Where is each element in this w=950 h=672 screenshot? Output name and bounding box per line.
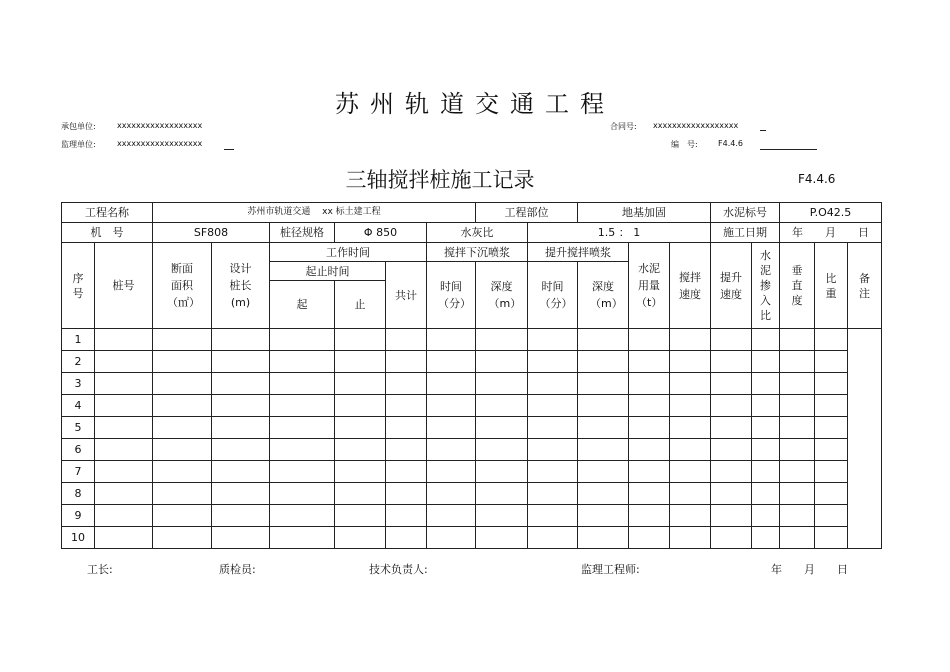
table-cell [629, 505, 670, 527]
table-cell [476, 483, 528, 505]
supervisor-label: 监理单位: [61, 140, 96, 149]
header-cement-amount: 水泥用量（t） [629, 243, 670, 329]
serial-label: 编 号: [671, 140, 698, 149]
table-cell [780, 351, 815, 373]
contract-no-label: 合同号: [610, 122, 637, 131]
table-cell [427, 483, 476, 505]
pile-spec-value: Φ 850 [335, 223, 427, 243]
project-name-label: 工程名称 [62, 203, 153, 223]
table-cell [95, 461, 153, 483]
machine-value: SF808 [153, 223, 270, 243]
table-cell [752, 527, 780, 549]
table-cell [629, 483, 670, 505]
table-cell [270, 395, 335, 417]
table-cell [153, 373, 212, 395]
table-cell [752, 395, 780, 417]
table-cell [670, 483, 711, 505]
table-cell [335, 461, 386, 483]
wc-ratio-value: 1.5 ： 1 [528, 223, 711, 243]
row-number: 7 [62, 461, 95, 483]
table-cell [95, 395, 153, 417]
header-up-depth: 深度（m） [578, 262, 629, 329]
table-cell [386, 461, 427, 483]
table-cell [476, 439, 528, 461]
header-down-spray: 搅拌下沉喷浆 [427, 243, 528, 262]
row-number: 3 [62, 373, 95, 395]
tech-lead-label: 技术负责人: [369, 563, 428, 576]
table-cell [752, 483, 780, 505]
table-cell [212, 483, 270, 505]
document-title: 苏州轨道交通工程 [335, 90, 615, 118]
cement-grade-label: 水泥标号 [711, 203, 780, 223]
inspector-label: 质检员: [219, 563, 256, 576]
table-cell [427, 505, 476, 527]
table-cell [386, 351, 427, 373]
table-cell [670, 461, 711, 483]
header-section-area: 断面面积（㎡） [153, 243, 212, 329]
header-start-end-time: 起止时间 [270, 262, 386, 281]
contract-no-underline [760, 130, 766, 131]
table-cell [476, 351, 528, 373]
table-row [62, 439, 882, 461]
table-cell [153, 527, 212, 549]
serial-value: F4.4.6 [718, 139, 743, 148]
table-cell [711, 439, 752, 461]
table-cell [815, 395, 848, 417]
table-cell [815, 373, 848, 395]
row-number: 4 [62, 395, 95, 417]
form-code: F4.4.6 [798, 172, 836, 186]
table-cell [578, 439, 629, 461]
table-cell [212, 373, 270, 395]
table-cell [212, 395, 270, 417]
serial-underline [760, 149, 817, 150]
table-cell [386, 329, 427, 351]
table-cell [752, 329, 780, 351]
cement-grade-value: P.O42.5 [780, 203, 882, 223]
table-cell [270, 417, 335, 439]
table-cell [270, 351, 335, 373]
table-cell [711, 527, 752, 549]
table-cell [670, 373, 711, 395]
table-cell [427, 527, 476, 549]
table-cell [476, 505, 528, 527]
pile-spec-label: 桩径规格 [270, 223, 335, 243]
header-down-depth: 深度（m） [476, 262, 528, 329]
table-cell [752, 417, 780, 439]
header-up-time: 时间（分） [528, 262, 578, 329]
header-seq: 序号 [62, 243, 95, 329]
table-cell [815, 351, 848, 373]
header-up-spray: 提升搅拌喷浆 [528, 243, 629, 262]
supervisor-value: xxxxxxxxxxxxxxxxxx [117, 139, 203, 148]
table-cell [578, 461, 629, 483]
date-value: 年 月 日 [780, 223, 882, 243]
table-cell [335, 505, 386, 527]
table-cell [670, 439, 711, 461]
table-cell [670, 329, 711, 351]
table-cell [212, 461, 270, 483]
table-cell [578, 373, 629, 395]
table-cell [528, 439, 578, 461]
table-cell [427, 417, 476, 439]
table-cell [335, 395, 386, 417]
header-lift-speed: 提升速度 [711, 243, 752, 329]
table-cell [528, 395, 578, 417]
table-cell [476, 329, 528, 351]
table-cell [780, 395, 815, 417]
table-cell [711, 505, 752, 527]
contractor-value: xxxxxxxxxxxxxxxxxx [117, 121, 203, 130]
table-cell [270, 329, 335, 351]
project-name-value: 苏州市轨道交通 xx 标土建工程 [153, 203, 476, 223]
row-number: 2 [62, 351, 95, 373]
header-design-length: 设计桩长(m) [212, 243, 270, 329]
row-number: 1 [62, 329, 95, 351]
table-cell [815, 329, 848, 351]
table-cell [270, 505, 335, 527]
table-cell [711, 373, 752, 395]
table-cell [153, 351, 212, 373]
table-cell [528, 505, 578, 527]
table-cell [815, 461, 848, 483]
table-cell [386, 505, 427, 527]
machine-label: 机 号 [62, 223, 153, 243]
table-cell [780, 527, 815, 549]
table-cell [270, 439, 335, 461]
table-cell [629, 395, 670, 417]
table-row [62, 483, 882, 505]
table-cell [752, 373, 780, 395]
table-cell [815, 527, 848, 549]
table-cell [578, 417, 629, 439]
header-specific-gravity: 比重 [815, 243, 848, 329]
table-cell [815, 505, 848, 527]
table-row [62, 351, 882, 373]
table-cell [212, 527, 270, 549]
table-cell [476, 373, 528, 395]
table-cell [335, 373, 386, 395]
table-cell [153, 395, 212, 417]
table-cell [711, 351, 752, 373]
table-cell [270, 527, 335, 549]
table-cell [711, 417, 752, 439]
supervising-engineer-label: 监理工程师: [581, 563, 640, 576]
table-row [62, 395, 882, 417]
table-cell [780, 483, 815, 505]
table-cell [95, 527, 153, 549]
table-cell [95, 439, 153, 461]
table-cell [629, 351, 670, 373]
table-cell [670, 351, 711, 373]
table-cell [153, 483, 212, 505]
table-cell [427, 395, 476, 417]
row-number: 5 [62, 417, 95, 439]
table-cell [578, 483, 629, 505]
form-title: 三轴搅拌桩施工记录 [345, 168, 535, 192]
table-cell [711, 461, 752, 483]
table-cell [212, 329, 270, 351]
table-cell [335, 417, 386, 439]
table-cell [427, 439, 476, 461]
table-cell [629, 417, 670, 439]
table-cell [153, 461, 212, 483]
table-row [62, 329, 882, 351]
table-cell [629, 527, 670, 549]
table-cell [476, 527, 528, 549]
table-cell [427, 461, 476, 483]
table-row [62, 461, 882, 483]
table-cell [528, 351, 578, 373]
row-number: 6 [62, 439, 95, 461]
construction-record-table [61, 202, 882, 549]
table-cell [386, 395, 427, 417]
table-cell [578, 395, 629, 417]
project-part-value: 地基加固 [578, 203, 711, 223]
table-cell [670, 417, 711, 439]
table-cell [153, 505, 212, 527]
table-cell [386, 373, 427, 395]
table-cell [752, 461, 780, 483]
table-cell [711, 329, 752, 351]
row-number: 9 [62, 505, 95, 527]
table-cell [212, 505, 270, 527]
supervisor-underline [224, 149, 234, 150]
table-cell [528, 417, 578, 439]
table-cell [476, 417, 528, 439]
contract-no-value: xxxxxxxxxxxxxxxxxx [653, 121, 739, 130]
remarks-cell [848, 329, 882, 549]
table-cell [386, 527, 427, 549]
table-cell [153, 439, 212, 461]
table-cell [95, 417, 153, 439]
table-cell [670, 527, 711, 549]
table-cell [95, 483, 153, 505]
table-cell [270, 461, 335, 483]
table-cell [780, 439, 815, 461]
table-cell [752, 351, 780, 373]
table-cell [427, 329, 476, 351]
header-total: 共计 [386, 262, 427, 329]
row-number: 10 [62, 527, 95, 549]
table-cell [780, 329, 815, 351]
header-mix-speed: 搅拌速度 [670, 243, 711, 329]
table-cell [335, 329, 386, 351]
table-cell [476, 395, 528, 417]
table-cell [153, 417, 212, 439]
header-verticality: 垂直度 [780, 243, 815, 329]
table-cell [427, 351, 476, 373]
table-row [62, 417, 882, 439]
table-cell [815, 483, 848, 505]
table-row [62, 373, 882, 395]
header-down-time: 时间（分） [427, 262, 476, 329]
row-number: 8 [62, 483, 95, 505]
foreman-label: 工长: [87, 563, 113, 576]
table-cell [629, 329, 670, 351]
table-cell [670, 505, 711, 527]
table-cell [95, 351, 153, 373]
table-row [62, 505, 882, 527]
table-cell [386, 439, 427, 461]
table-cell [752, 505, 780, 527]
header-cement-ratio: 水泥掺入比 [752, 243, 780, 329]
table-cell [578, 351, 629, 373]
table-cell [95, 373, 153, 395]
table-cell [629, 461, 670, 483]
header-work-time: 工作时间 [270, 243, 427, 262]
table-cell [670, 395, 711, 417]
table-cell [335, 483, 386, 505]
table-cell [386, 483, 427, 505]
header-pile-no: 桩号 [95, 243, 153, 329]
table-cell [335, 527, 386, 549]
table-cell [815, 417, 848, 439]
table-cell [212, 351, 270, 373]
table-cell [528, 373, 578, 395]
table-cell [386, 417, 427, 439]
table-cell [578, 329, 629, 351]
table-cell [153, 329, 212, 351]
table-cell [528, 461, 578, 483]
table-cell [270, 373, 335, 395]
footer-date: 年 月 日 [771, 563, 848, 576]
project-part-label: 工程部位 [476, 203, 578, 223]
table-cell [95, 329, 153, 351]
table-cell [780, 417, 815, 439]
table-cell [711, 483, 752, 505]
table-row [62, 527, 882, 549]
table-cell [476, 461, 528, 483]
table-cell [528, 483, 578, 505]
table-cell [212, 417, 270, 439]
table-cell [528, 527, 578, 549]
header-end: 止 [335, 281, 386, 329]
table-cell [578, 505, 629, 527]
table-cell [780, 373, 815, 395]
table-cell [780, 505, 815, 527]
wc-ratio-label: 水灰比 [427, 223, 528, 243]
date-label: 施工日期 [711, 223, 780, 243]
header-remarks: 备注 [848, 243, 882, 329]
table-cell [629, 373, 670, 395]
table-cell [335, 351, 386, 373]
table-cell [629, 439, 670, 461]
table-cell [95, 505, 153, 527]
contractor-label: 承包单位: [61, 122, 96, 131]
table-cell [815, 439, 848, 461]
table-cell [528, 329, 578, 351]
table-cell [335, 439, 386, 461]
table-cell [578, 527, 629, 549]
header-start: 起 [270, 281, 335, 329]
table-cell [270, 483, 335, 505]
table-cell [212, 439, 270, 461]
table-cell [780, 461, 815, 483]
table-cell [711, 395, 752, 417]
table-cell [427, 373, 476, 395]
table-cell [752, 439, 780, 461]
